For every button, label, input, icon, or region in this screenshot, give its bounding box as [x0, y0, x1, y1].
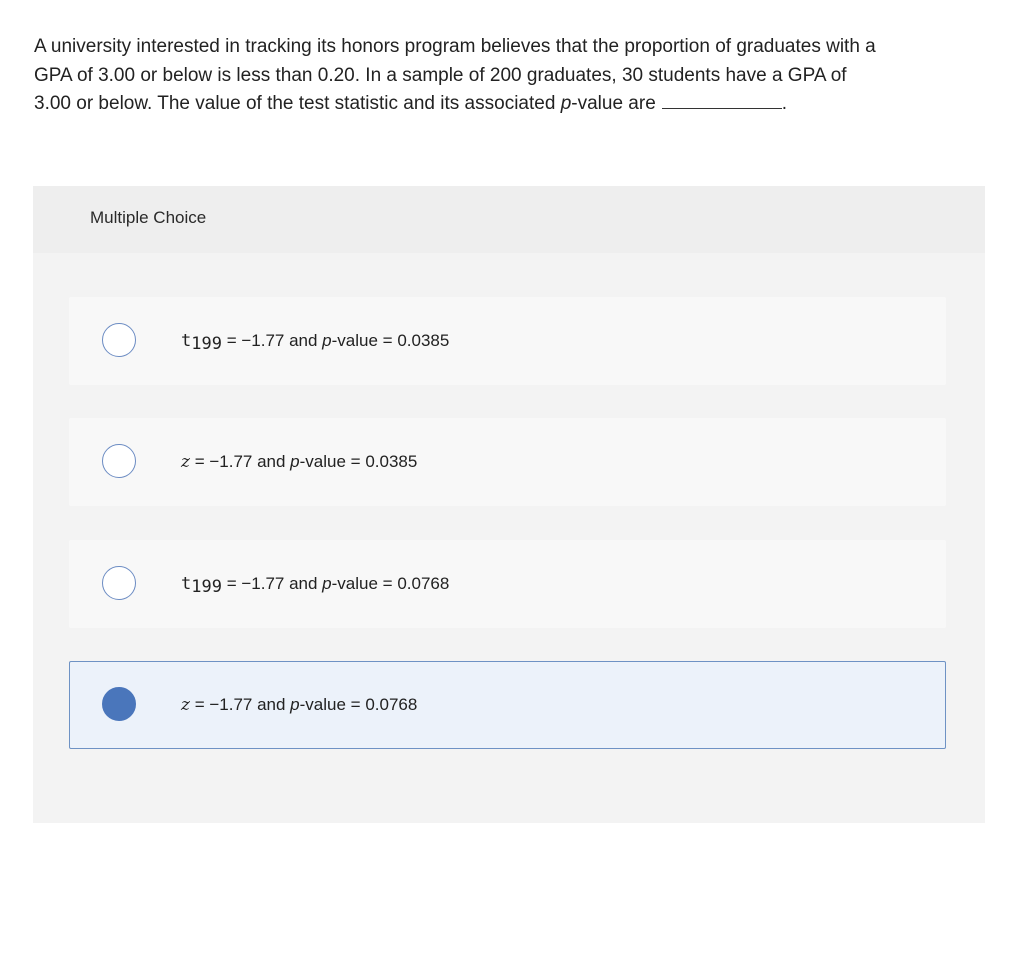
- choice-option-2[interactable]: [69, 418, 946, 506]
- panel-label: Multiple Choice: [90, 208, 207, 227]
- choice-label: z = −1.77 and p-value = 0.0385: [181, 452, 418, 472]
- choice-label: $t_{199} = -1.77$ and p-value = 0.0768: [181, 574, 450, 597]
- stat-variable: z: [181, 452, 190, 472]
- choice-label: $t_{199} = -1.77$ and p-value = 0.0385: [181, 331, 450, 354]
- question-line-3-suffix: -value are: [571, 93, 656, 114]
- p-variable: p: [560, 93, 572, 114]
- panel-header: [33, 186, 985, 253]
- choice-option-3[interactable]: [69, 540, 946, 628]
- radio-button-icon[interactable]: [102, 323, 136, 357]
- question-text: [34, 33, 994, 119]
- stat-variable: $t_{199}$: [181, 331, 222, 354]
- question-line-1: A university interested in tracking its honors program believes that the proportion of graduates with a: [34, 36, 876, 57]
- radio-button-icon[interactable]: [102, 444, 136, 478]
- stat-variable: $t_{199}$: [181, 574, 222, 597]
- multiple-choice-panel: [33, 186, 985, 823]
- radio-button-selected-icon[interactable]: [102, 687, 136, 721]
- stat-variable: z: [181, 695, 190, 715]
- question-line-3-prefix: 3.00 or below. The value of the test statistic and its associated: [34, 93, 561, 114]
- question-line-2: GPA of 3.00 or below is less than 0.20. In a sample of 200 graduates, 30 students have a GPA of: [34, 64, 847, 86]
- choice-label: z = −1.77 and p-value = 0.0768: [181, 695, 418, 715]
- radio-button-icon[interactable]: [102, 566, 136, 600]
- question-line-3: [34, 90, 994, 119]
- question-line-3-end: .: [781, 93, 788, 114]
- choice-option-1[interactable]: [69, 297, 946, 385]
- choice-option-4[interactable]: [69, 661, 946, 749]
- answer-blank: [662, 92, 782, 109]
